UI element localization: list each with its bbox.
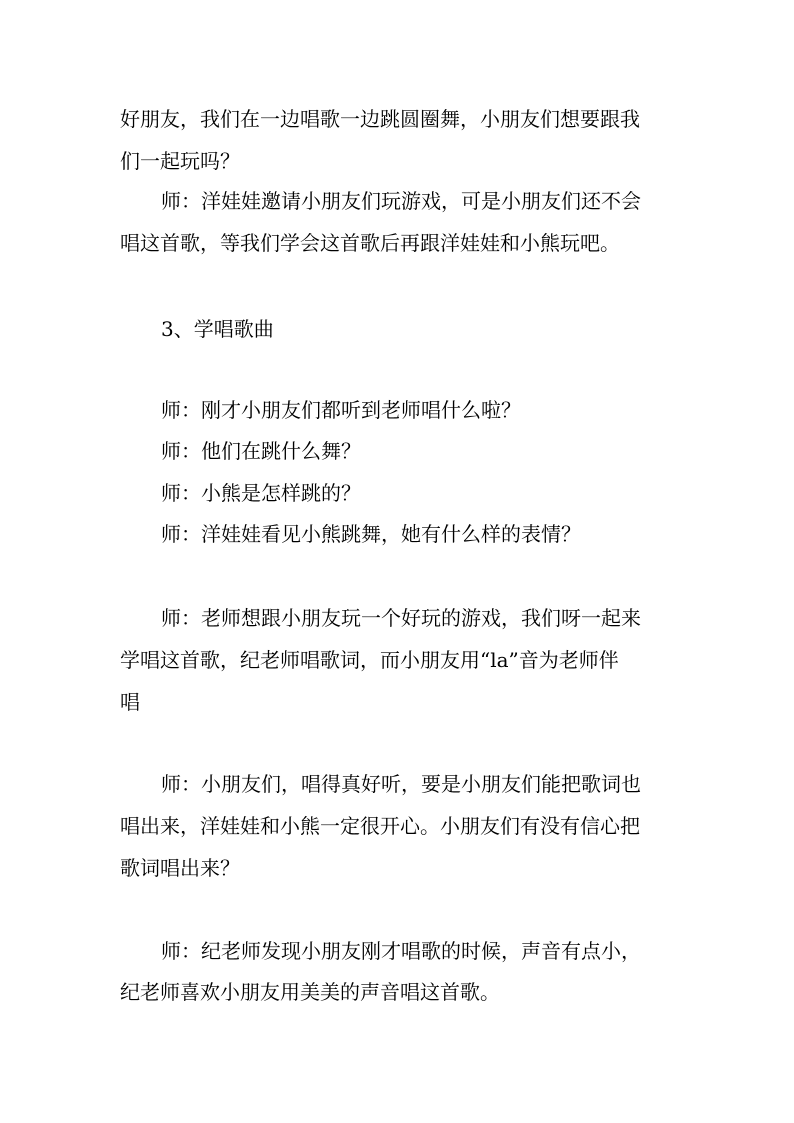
paragraph-6-line-3: 歌词唱出来？ [120,856,240,880]
question-line-2: 师：他们在跳什么舞？ [161,439,361,463]
paragraph-5-line-3: 唱 [120,690,140,714]
paragraph-7-line-2: 纪老师喜欢小朋友用美美的声音唱这首歌。 [120,980,500,1004]
paragraph-1-line-1: 好朋友，我们在一边唱歌一边跳圆圈舞，小朋友们想要跟我 [120,107,640,131]
paragraph-5-line-1: 师：老师想跟小朋友玩一个好玩的游戏，我们呀一起来 [161,606,641,630]
question-line-4: 师：洋娃娃看见小熊跳舞，她有什么样的表情？ [161,522,581,546]
question-line-1: 师：刚才小朋友们都听到老师唱什么啦？ [161,398,521,422]
paragraph-6-line-2: 唱出来，洋娃娃和小熊一定很开心。小朋友们有没有信心把 [120,814,640,838]
paragraph-2-line-2: 唱这首歌，等我们学会这首歌后再跟洋娃娃和小熊玩吧。 [120,231,620,255]
paragraph-2-line-1: 师：洋娃娃邀请小朋友们玩游戏，可是小朋友们还不会 [161,189,641,213]
section-heading: 3、学唱歌曲 [161,317,274,341]
question-line-3: 师：小熊是怎样跳的？ [161,481,361,505]
paragraph-1-line-2: 们一起玩吗？ [120,149,240,173]
paragraph-7-line-1: 师：纪老师发现小朋友刚才唱歌的时候，声音有点小， [161,939,641,963]
paragraph-6-line-1: 师：小朋友们，唱得真好听，要是小朋友们能把歌词也 [161,772,641,796]
paragraph-5-line-2: 学唱这首歌，纪老师唱歌词，而小朋友用“la”音为老师伴 [120,648,619,672]
